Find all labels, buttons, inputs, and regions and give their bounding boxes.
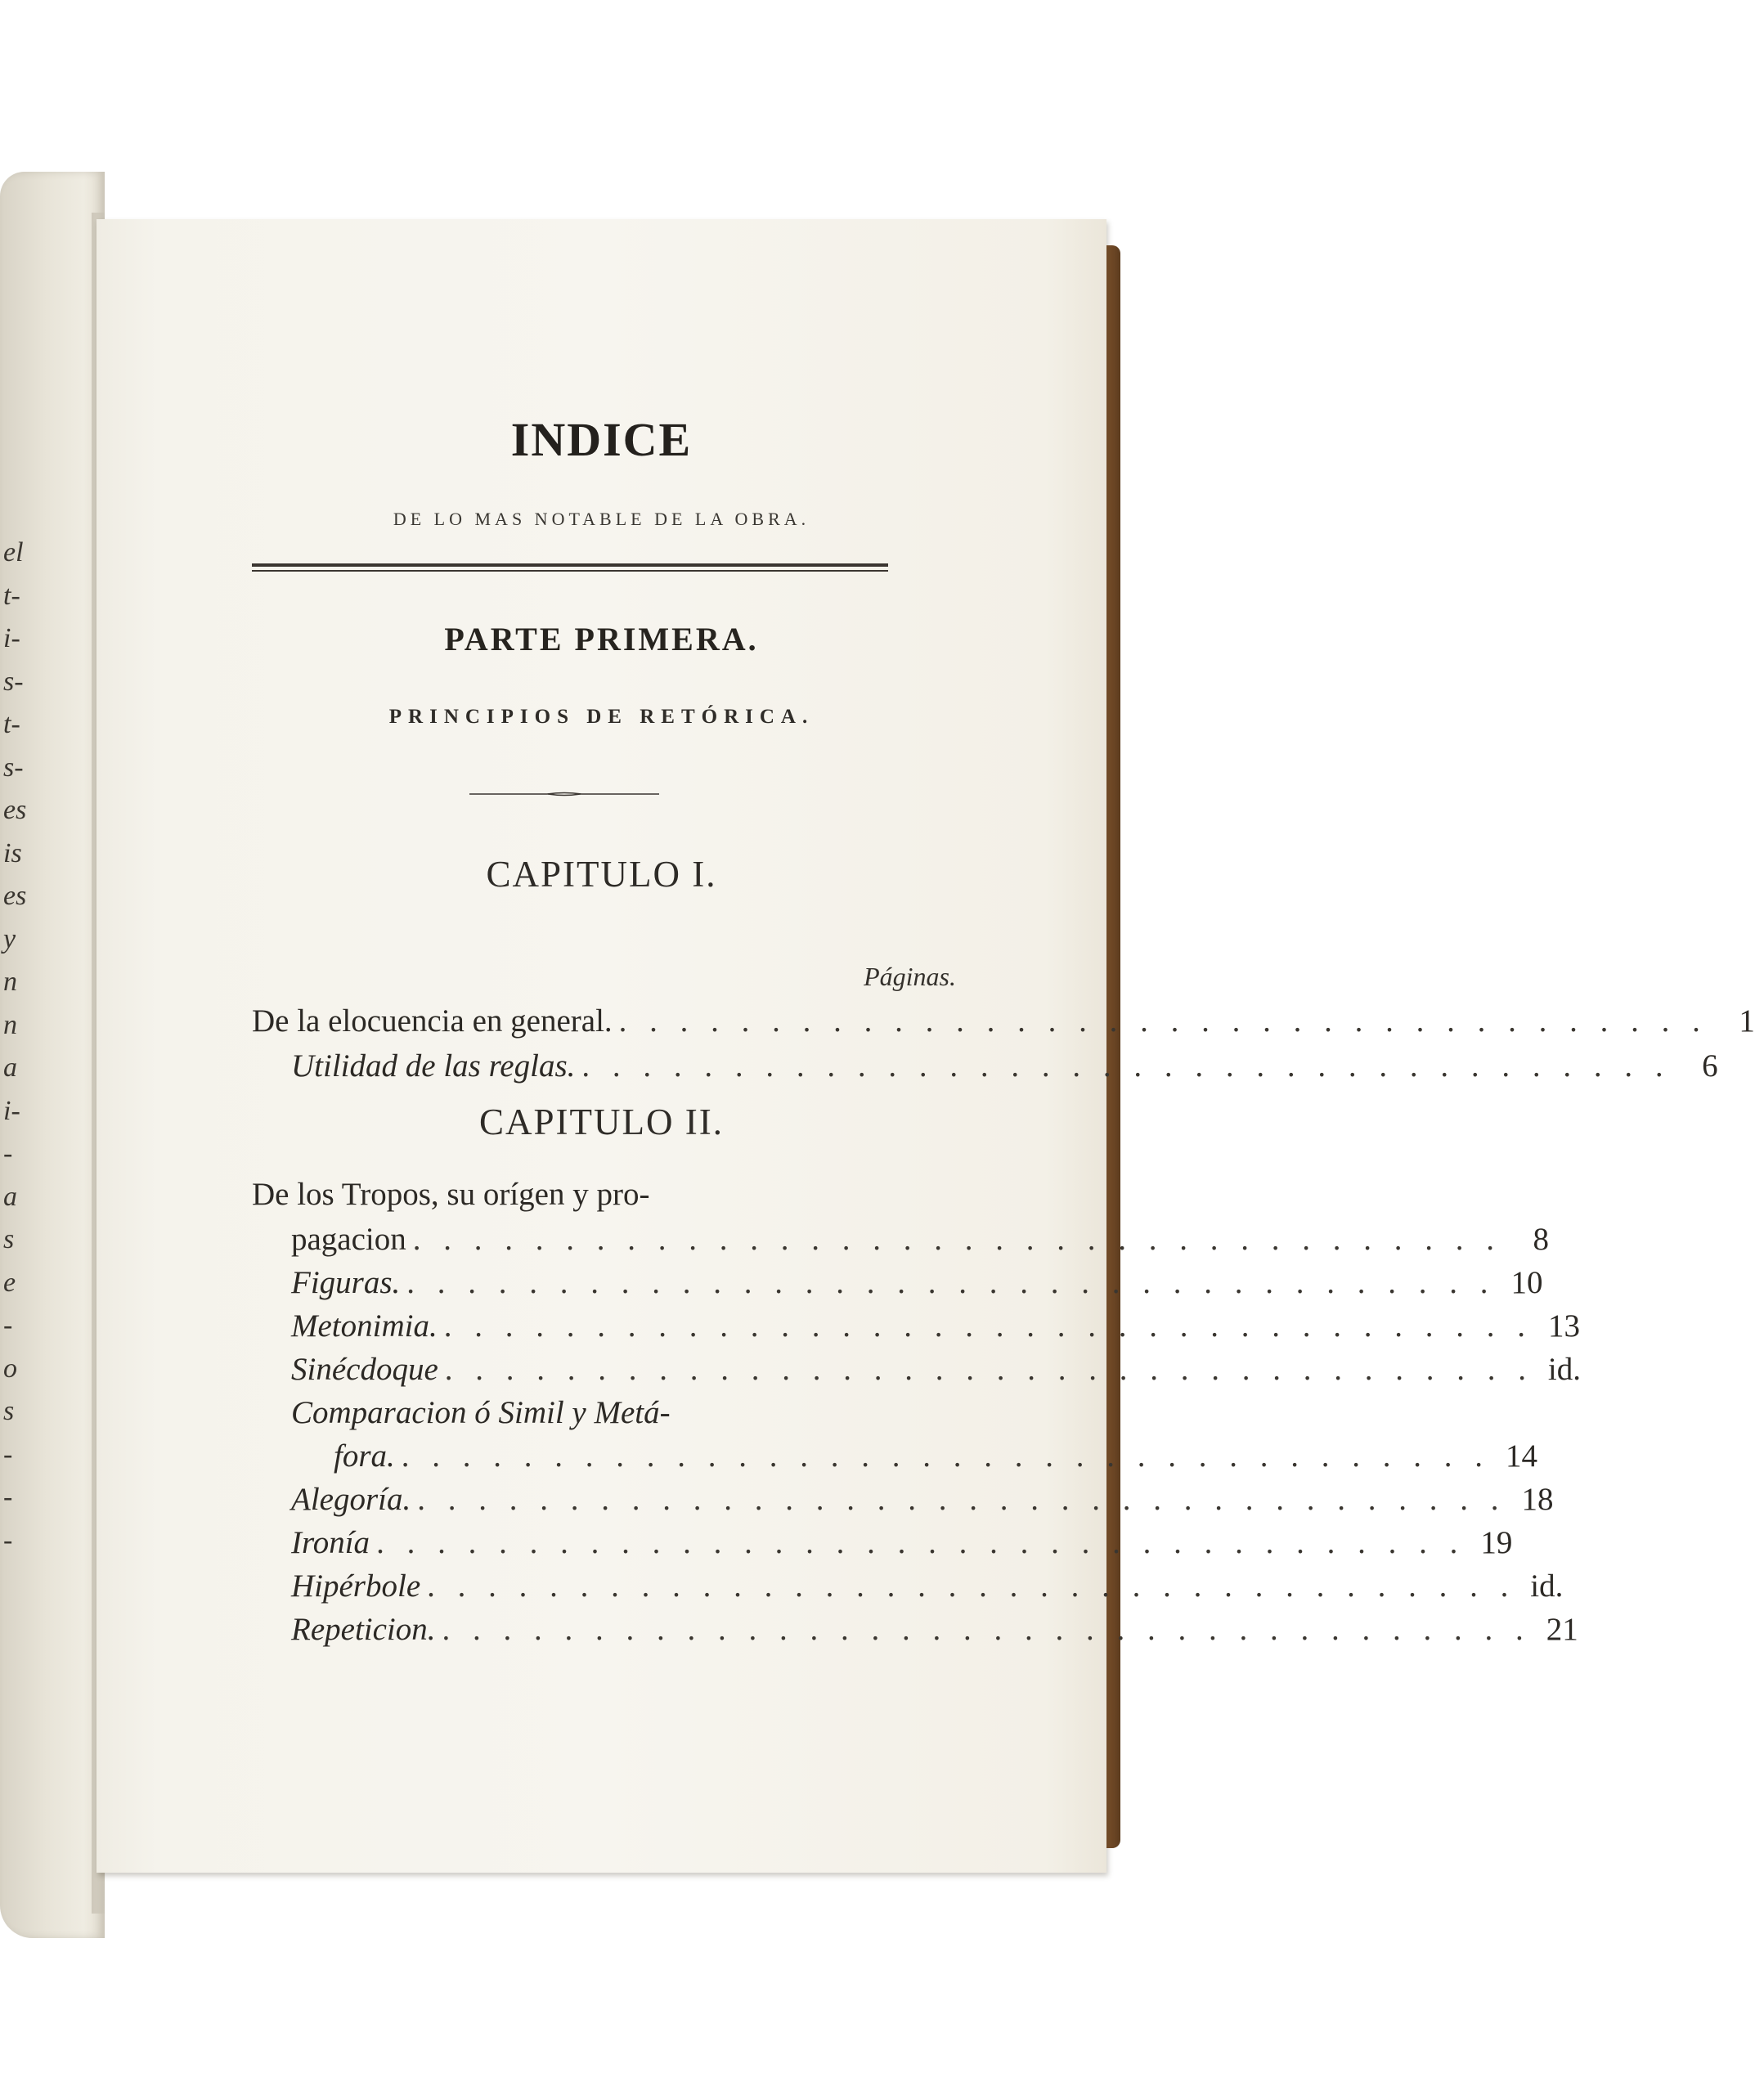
fragment: s- xyxy=(3,666,24,697)
dot-leader: . . . . . . . . . . . . . . . . . . . . . . . . . . . . . . . . . . . . xyxy=(427,1568,1516,1604)
fragment: s xyxy=(3,1224,15,1254)
toc-entry-page: 10 xyxy=(1510,1265,1543,1300)
toc-entry-title: Sinécdoque xyxy=(291,1352,438,1387)
toc-entry-title: fora. xyxy=(334,1438,395,1474)
toc-entry-title: Utilidad de las reglas. xyxy=(291,1048,576,1084)
toc-entry-title: Alegoría. xyxy=(291,1482,411,1517)
dot-leader: . . . . . . . . . . . . . . . . . . . . . . . . . . . . . . . . . . . . xyxy=(376,1525,1465,1560)
toc-entry-page: 1 xyxy=(1739,1003,1755,1039)
dot-leader: . . . . . . . . . . . . . . . . . . . . . . . . . . . . . . . . . . . . xyxy=(412,1222,1502,1257)
fragment: is xyxy=(3,837,22,868)
toc-entry-title: Hipérbole xyxy=(291,1568,421,1604)
toc-entry-page: 14 xyxy=(1506,1438,1538,1474)
fragment: s xyxy=(3,1396,15,1426)
toc-entry-title-line: Comparacion ó Simil y Metá- xyxy=(291,1395,671,1430)
toc-entry-page: 6 xyxy=(1702,1048,1718,1084)
toc-entry-page: id. xyxy=(1547,1352,1582,1387)
fragment: i- xyxy=(3,1095,20,1126)
part-subtitle: PRINCIPIOS DE RETÓRICA. xyxy=(388,706,815,728)
part-title: PARTE PRIMERA. xyxy=(444,621,759,657)
double-rule-divider xyxy=(252,563,888,572)
toc-entry-title: Metonimia. xyxy=(291,1308,438,1344)
page-content xyxy=(97,219,1755,1873)
toc-entry-page: id. xyxy=(1530,1568,1564,1604)
toc-entry-title: Repeticion. xyxy=(291,1612,436,1647)
toc-entry-page: 19 xyxy=(1480,1525,1513,1560)
previous-page-text-fragments xyxy=(0,532,33,1562)
fragment: - xyxy=(3,1482,13,1512)
page-title: INDICE xyxy=(510,413,693,466)
fragment: es xyxy=(3,881,27,911)
fragment: - xyxy=(3,1310,13,1340)
fragment: t- xyxy=(3,580,20,611)
toc-entry xyxy=(291,1481,1554,1523)
toc-entry xyxy=(291,1351,1582,1393)
fragment: o xyxy=(3,1353,17,1384)
toc-entry-title: pagacion xyxy=(291,1222,406,1257)
toc-entry xyxy=(291,1524,1513,1567)
fragment: - xyxy=(3,1138,13,1169)
toc-entry xyxy=(334,1438,1538,1480)
toc-entry-page: 8 xyxy=(1533,1222,1550,1257)
fragment: n xyxy=(3,967,17,997)
dot-leader: . . . . . . . . . . . . . . . . . . . . . . . . . . . . . . . . . . . . xyxy=(581,1048,1671,1084)
page-subtitle: DE LO MAS NOTABLE DE LA OBRA. xyxy=(393,509,810,529)
fragment: s- xyxy=(3,752,24,783)
chapter-1-heading: CAPITULO I. xyxy=(486,854,717,895)
ornamental-rule-divider xyxy=(469,792,659,796)
toc-entry xyxy=(291,1308,1580,1350)
fragment: a xyxy=(3,1181,17,1212)
fragment: el xyxy=(3,537,24,568)
toc-entry-title: De la elocuencia en general. xyxy=(252,1003,613,1039)
dot-leader: . . . . . . . . . . . . . . . . . . . . . . . . . . . . . . . . . . . . xyxy=(442,1612,1531,1647)
toc-entry-title: Figuras. xyxy=(291,1265,401,1300)
toc-entry xyxy=(291,1568,1564,1610)
dot-leader: . . . . . . . . . . . . . . . . . . . . . . . . . . . . . . . . . . . . xyxy=(618,1003,1708,1039)
dot-leader: . . . . . . . . . . . . . . . . . . . . . . . . . . . . . . . . . . . . xyxy=(417,1482,1506,1517)
fragment: a xyxy=(3,1052,17,1083)
toc-entry xyxy=(291,1611,1578,1654)
toc-entry xyxy=(291,1048,1718,1090)
toc-entry xyxy=(291,1221,1550,1263)
pages-column-label: Páginas. xyxy=(864,962,956,991)
dot-leader: . . . . . . . . . . . . . . . . . . . . . . . . . . . . . . . . . . . . xyxy=(443,1308,1533,1344)
dot-leader: . . . . . . . . . . . . . . . . . . . . . . . . . . . . . . . . . . . . xyxy=(406,1265,1496,1300)
toc-entry xyxy=(252,1003,1755,1045)
toc-entry-title-line: De los Tropos, su orígen y pro- xyxy=(252,1177,650,1212)
previous-page-edge xyxy=(0,172,105,1938)
dot-leader: . . . . . . . . . . . . . . . . . . . . . . . . . . . . . . . . . . . . xyxy=(444,1352,1534,1387)
fragment: es xyxy=(3,795,27,825)
fragment: t- xyxy=(3,709,20,739)
toc-entry-title: Ironía xyxy=(291,1525,370,1560)
fragment: - xyxy=(3,1524,13,1555)
fragment: n xyxy=(3,1009,17,1040)
dot-leader: . . . . . . . . . . . . . . . . . . . . . . . . . . . . . . . . . . . . xyxy=(401,1438,1491,1474)
index-page xyxy=(97,219,1755,1873)
toc-entry xyxy=(291,1264,1543,1307)
toc-entry-page: 18 xyxy=(1521,1482,1554,1517)
toc-entry-page: 21 xyxy=(1546,1612,1578,1647)
fragment: i- xyxy=(3,623,20,653)
fragment: y xyxy=(3,923,16,954)
chapter-2-heading: CAPITULO II. xyxy=(479,1102,724,1142)
fragment: - xyxy=(3,1438,13,1470)
toc-entry-page: 13 xyxy=(1547,1308,1580,1344)
fragment: e xyxy=(3,1267,16,1298)
